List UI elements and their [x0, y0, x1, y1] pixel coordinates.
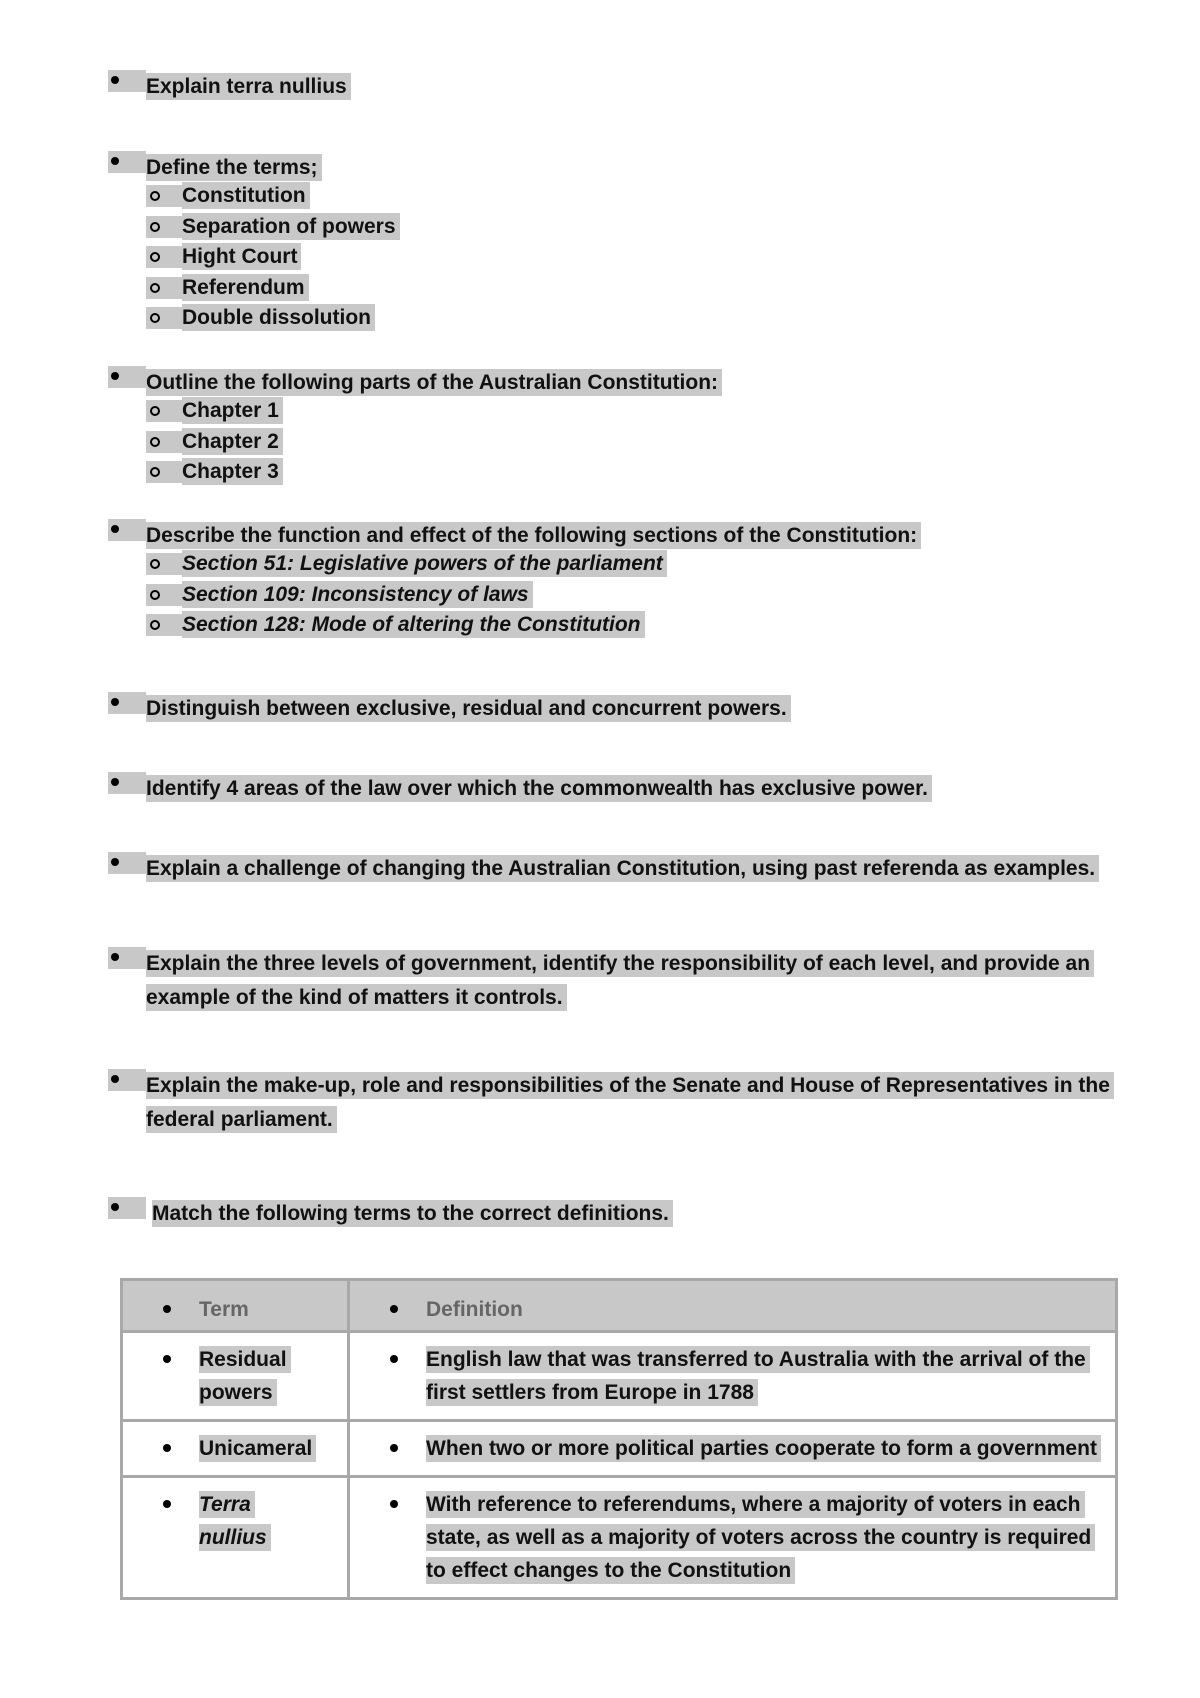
circle-bullet-icon	[146, 307, 182, 329]
question-10	[108, 1197, 673, 1231]
question-text: Describe the function and effect of the following sections of the Constitution:	[146, 522, 921, 549]
circle-bullet-icon	[146, 553, 182, 575]
term-cell: Residual powers	[122, 1332, 349, 1421]
matching-table	[120, 1278, 1118, 1600]
bullet-icon	[390, 1355, 398, 1363]
question-4	[108, 519, 921, 641]
circle-bullet-icon	[146, 584, 182, 606]
question-text: Explain terra nullius	[146, 73, 351, 100]
bullet-icon	[108, 852, 146, 874]
bullet-icon	[163, 1355, 171, 1363]
table-row	[122, 1421, 1117, 1477]
definition-cell: English law that was transferred to Australia with the arrival of the first settlers from Europe in 1788	[349, 1332, 1117, 1421]
bullet-icon	[108, 772, 146, 794]
column-header-definition: Definition	[349, 1280, 1117, 1332]
question-text: Explain the make-up, role and responsibilities of the Senate and House of Representatives in the federal parliament.	[146, 1072, 1114, 1133]
question-text: Distinguish between exclusive, residual and concurrent powers.	[146, 695, 791, 722]
column-header-term: Term	[122, 1280, 349, 1332]
circle-bullet-icon	[146, 614, 182, 636]
sub-list	[146, 181, 400, 334]
bullet-icon	[390, 1305, 398, 1313]
bullet-icon	[108, 692, 146, 714]
circle-bullet-icon	[146, 431, 182, 453]
question-text: Explain a challenge of changing the Australian Constitution, using past referenda as examples.	[146, 855, 1099, 882]
question-2	[108, 151, 400, 334]
list-item: Section 109: Inconsistency of laws	[146, 580, 921, 611]
question-6	[108, 772, 932, 806]
sub-list	[146, 549, 921, 641]
list-item: Section 51: Legislative powers of the parliament	[146, 549, 921, 580]
table-row	[122, 1332, 1117, 1421]
question-9	[108, 1069, 1128, 1137]
bullet-icon	[108, 1069, 146, 1091]
list-item: Hight Court	[146, 242, 400, 273]
question-text: Outline the following parts of the Australian Constitution:	[146, 369, 722, 396]
list-item: Chapter 1	[146, 396, 722, 427]
bullet-icon	[390, 1500, 398, 1508]
term-cell: Terra nullius	[122, 1477, 349, 1599]
list-item: Chapter 3	[146, 457, 722, 488]
question-1	[108, 70, 351, 104]
circle-bullet-icon	[146, 400, 182, 422]
circle-bullet-icon	[146, 277, 182, 299]
bullet-icon	[163, 1500, 171, 1508]
bullet-icon	[163, 1444, 171, 1452]
bullet-icon	[108, 151, 146, 173]
definition-cell: With reference to referendums, where a majority of voters in each state, as well as a majority of voters across the country is required to effect changes to the Constitution	[349, 1477, 1117, 1599]
circle-bullet-icon	[146, 216, 182, 238]
circle-bullet-icon	[146, 246, 182, 268]
bullet-icon	[390, 1444, 398, 1452]
circle-bullet-icon	[146, 185, 182, 207]
question-3	[108, 366, 722, 488]
sub-list	[146, 396, 722, 488]
circle-bullet-icon	[146, 461, 182, 483]
bullet-icon	[163, 1305, 171, 1313]
list-item: Separation of powers	[146, 212, 400, 243]
term-cell: Unicameral	[122, 1421, 349, 1477]
list-item: Chapter 2	[146, 427, 722, 458]
question-text: Define the terms;	[146, 154, 322, 181]
bullet-icon	[108, 1197, 146, 1219]
question-text: Match the following terms to the correct definitions.	[152, 1200, 673, 1227]
question-8	[108, 947, 1108, 1015]
bullet-icon	[108, 366, 146, 388]
definition-cell: When two or more political parties cooperate to form a government	[349, 1421, 1117, 1477]
question-7	[108, 852, 1099, 886]
bullet-icon	[108, 519, 146, 541]
question-5	[108, 692, 791, 726]
question-text: Explain the three levels of government, identify the responsibility of each level, and provide an example of the kind of matters it controls.	[146, 950, 1094, 1011]
list-item: Constitution	[146, 181, 400, 212]
list-item: Referendum	[146, 273, 400, 304]
bullet-icon	[108, 947, 146, 969]
question-text: Identify 4 areas of the law over which the commonwealth has exclusive power.	[146, 775, 932, 802]
list-item: Double dissolution	[146, 303, 400, 334]
list-item: Section 128: Mode of altering the Constitution	[146, 610, 921, 641]
table-header-row	[122, 1280, 1117, 1332]
bullet-icon	[108, 70, 146, 92]
table-row	[122, 1477, 1117, 1599]
